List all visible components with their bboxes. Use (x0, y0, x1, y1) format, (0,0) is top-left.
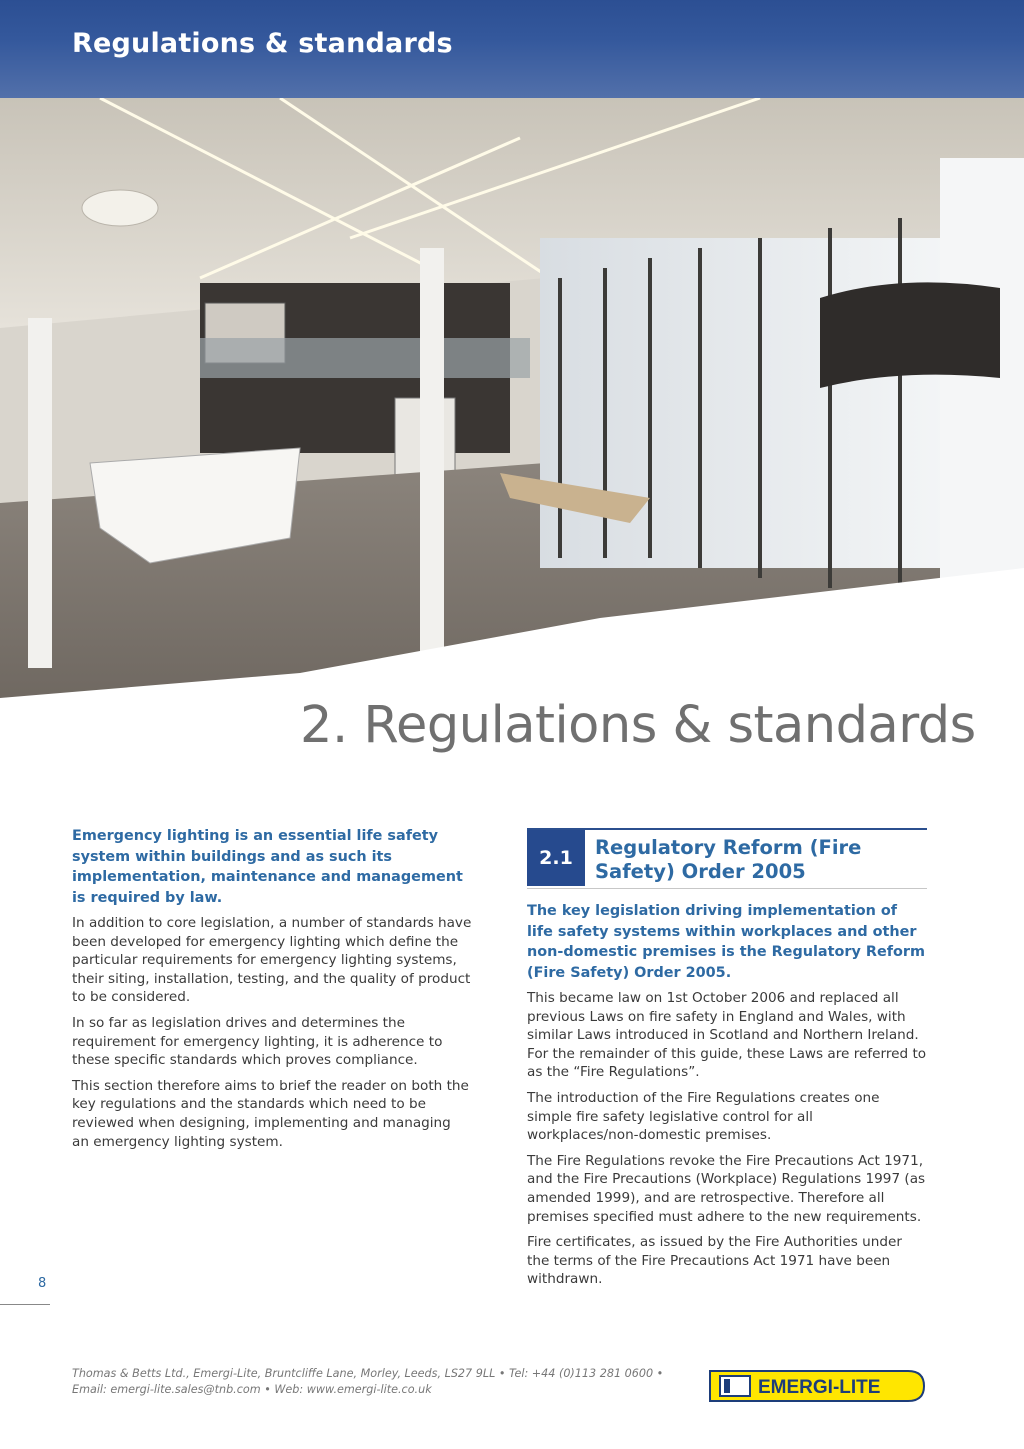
subsection-paragraph: The introduction of the Fire Regulations creates one simple fire safety legislative control for all workplaces/non-domestic premises. (527, 1089, 880, 1144)
intro-paragraph: In so far as legislation drives and determines the requirement for emergency lighting, it is adherence to these specific standards which proves compliance. (72, 1014, 443, 1069)
subsection-lead: The key legislation driving implementation of life safety systems within workplaces and other non-domestic premises is the Regulatory Reform (Fire Safety) Order 2005. (527, 903, 925, 981)
intro-column (72, 826, 472, 1158)
subsection-paragraph: This became law on 1st October 2006 and replaced all previous Laws on fire safety in England and Wales, with similar Laws introduced in Scotland and Northern Ireland. For the remainder of this guide, these Laws are referred to as the “Fire Regulations”. (527, 990, 927, 1081)
subsection-number: 2.1 (527, 830, 585, 886)
footer-contact (72, 1366, 712, 1398)
lobby-photo (0, 98, 1024, 738)
footer-web: Email: emergi-lite.sales@tnb.com • Web: www.emergi-lite.co.uk (72, 1383, 432, 1396)
subsection-paragraph: The Fire Regulations revoke the Fire Precautions Act 1971, and the Fire Precautions (Workplace) Regulations 1997 (as amended 1999), and are retrospective. Therefore all premises specified must adhere to the new requirements. (527, 1152, 926, 1225)
footer-address: Thomas & Betts Ltd., Emergi-Lite, Bruntcliffe Lane, Morley, Leeds, LS27 9LL • Tel: +44 (0)113 281 0600 • (72, 1367, 664, 1380)
subsection-column (527, 828, 927, 1296)
subsection-paragraph: Fire certificates, as issued by the Fire Authorities under the terms of the Fire Precautions Act 1971 have been withdrawn. (527, 1234, 902, 1288)
intro-lead: Emergency lighting is an essential life safety system within buildings and as such its implementation, maintenance and management is required by law. (72, 828, 463, 906)
header-band (0, 0, 1024, 98)
emergi-lite-logo (708, 1369, 928, 1403)
intro-paragraph: This section therefore aims to brief the reader on both the key regulations and the standards which need to be reviewed when designing, implementing and managing an emergency lighting system. (72, 1077, 469, 1150)
page-number: 8 (38, 1276, 47, 1291)
intro-paragraph: In addition to core legislation, a number of standards have been developed for emergency lighting which define the particular requirements for emergency lighting systems, their siting, installation, testing, and the quality of product to be considered. (72, 915, 472, 1006)
header-title: Regulations & standards (72, 28, 453, 59)
section-title: 2. Regulations & standards (300, 696, 976, 755)
subsection-title: Regulatory Reform (Fire Safety) Order 2005 (595, 836, 862, 883)
subsection-heading (527, 828, 927, 889)
page-number-rule (0, 1304, 50, 1305)
logo-text: EMERGI-LITE (758, 1377, 881, 1398)
